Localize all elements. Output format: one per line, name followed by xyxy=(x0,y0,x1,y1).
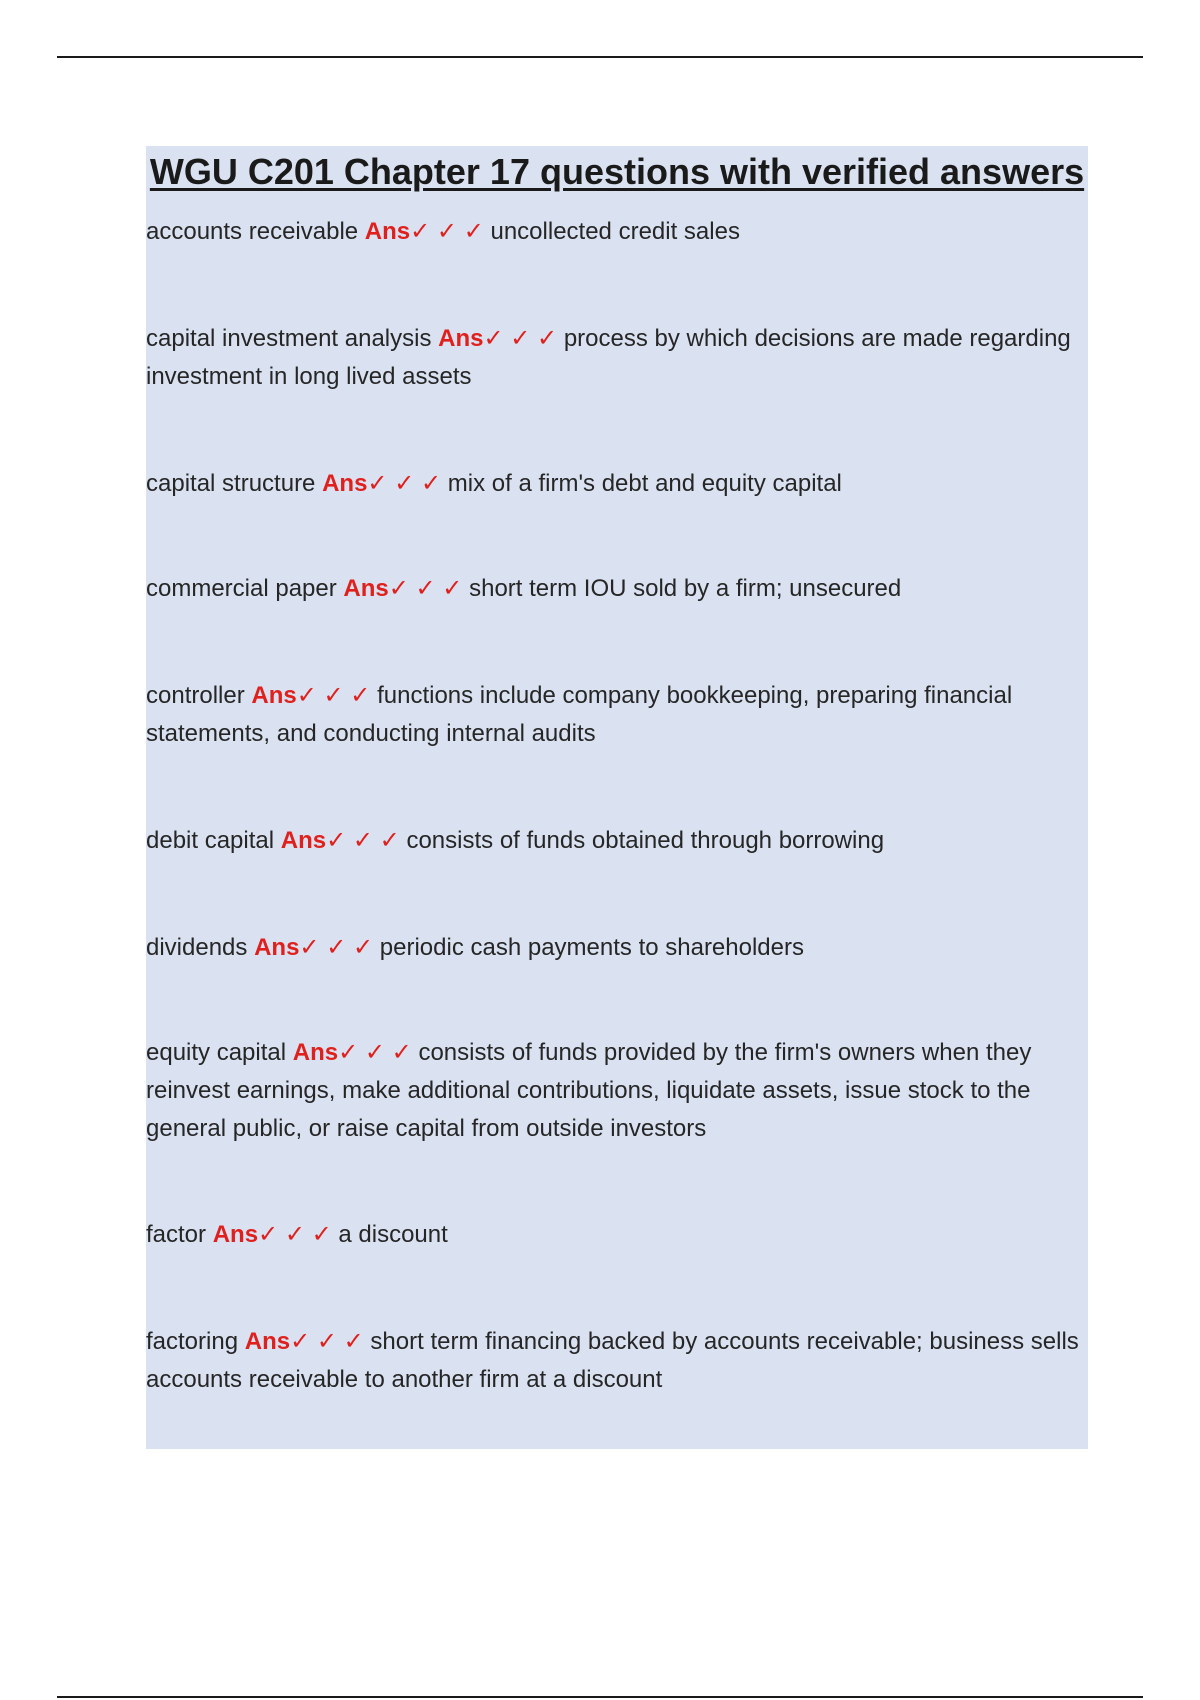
entry-term: capital investment analysis xyxy=(146,325,432,352)
answer-label: Ans xyxy=(438,325,484,352)
entry-term: capital structure xyxy=(146,470,316,497)
entry-debit-capital xyxy=(146,822,1088,860)
check-marks-icon: ✓ ✓ ✓ xyxy=(388,575,463,602)
entry-term: factor xyxy=(146,1221,207,1248)
answer-label: Ans xyxy=(292,1039,339,1066)
entry-term: accounts receivable xyxy=(146,218,359,245)
answer-label: Ans xyxy=(343,575,389,602)
answer-label: Ans xyxy=(212,1221,259,1248)
entry-capital-investment-analysis xyxy=(146,320,1088,396)
check-marks-icon: ✓ ✓ ✓ xyxy=(296,682,371,709)
check-marks-icon: ✓ ✓ ✓ xyxy=(299,934,374,961)
entry-term: controller xyxy=(146,682,245,709)
entry-definition: short term IOU sold by a firm; unsecured xyxy=(469,575,902,602)
entry-definition: consists of funds obtained through borrowing xyxy=(406,827,885,854)
answer-label: Ans xyxy=(251,682,297,709)
answer-label: Ans xyxy=(254,934,300,961)
check-marks-icon: ✓ ✓ ✓ xyxy=(258,1221,332,1248)
answer-label: Ans xyxy=(280,827,327,854)
entry-term: factoring xyxy=(146,1328,239,1355)
entry-definition: consists of funds provided by the firm's owners when they reinvest earnings, make additional contributions, liquidate assets, issue stock to the general public, or raise capital from outside investors xyxy=(146,1039,1032,1142)
entry-definition: process by which decisions are made regarding investment in long lived assets xyxy=(146,325,1071,390)
check-marks-icon: ✓ ✓ ✓ xyxy=(338,1039,412,1066)
entry-definition: uncollected credit sales xyxy=(490,218,740,245)
check-marks-icon: ✓ ✓ ✓ xyxy=(290,1328,364,1355)
entry-capital-structure xyxy=(146,465,1088,503)
entry-controller xyxy=(146,677,1088,753)
entry-accounts-receivable xyxy=(146,213,1088,251)
entry-term: dividends xyxy=(146,934,248,961)
entry-definition: periodic cash payments to shareholders xyxy=(379,934,804,961)
entry-term: commercial paper xyxy=(146,575,337,602)
entry-factoring xyxy=(146,1323,1088,1399)
entry-commercial-paper xyxy=(146,570,1088,608)
answer-label: Ans xyxy=(244,1328,291,1355)
entry-definition: short term financing backed by accounts receivable; business sells accounts receivable to another firm at a discount xyxy=(146,1328,1079,1393)
entry-equity-capital xyxy=(146,1034,1088,1148)
answer-label: Ans xyxy=(322,470,368,497)
check-marks-icon: ✓ ✓ ✓ xyxy=(410,218,484,245)
entry-term: equity capital xyxy=(146,1039,287,1066)
top-rule xyxy=(57,56,1143,58)
check-marks-icon: ✓ ✓ ✓ xyxy=(367,470,442,497)
check-marks-icon: ✓ ✓ ✓ xyxy=(326,827,400,854)
check-marks-icon: ✓ ✓ ✓ xyxy=(483,325,558,352)
answer-label: Ans xyxy=(364,218,411,245)
entry-dividends xyxy=(146,929,1088,967)
entry-definition: functions include company bookkeeping, preparing financial statements, and conducting internal audits xyxy=(146,682,1013,747)
entry-definition: a discount xyxy=(338,1221,448,1248)
entry-definition: mix of a firm's debt and equity capital xyxy=(447,470,842,497)
entry-factor xyxy=(146,1216,1088,1254)
bottom-rule xyxy=(57,1696,1143,1698)
entry-term: debit capital xyxy=(146,827,275,854)
document-title: WGU C201 Chapter 17 questions with verified answers xyxy=(149,151,1085,192)
